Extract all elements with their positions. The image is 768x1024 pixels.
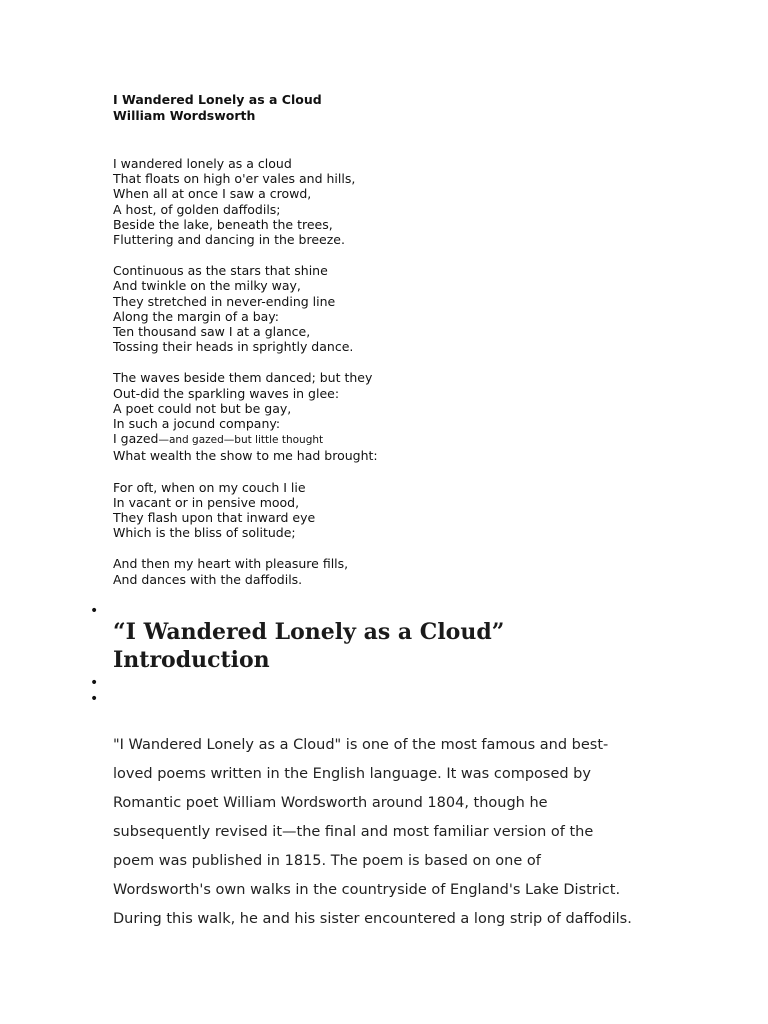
poem-line-mixed — [113, 431, 713, 448]
document-page — [113, 92, 713, 603]
stanza-5 — [113, 556, 713, 586]
poem-line: For oft, when on my couch I lie — [113, 479, 306, 495]
poem-header — [113, 92, 713, 124]
bullet-icon: • — [90, 691, 99, 707]
poem-line: And dances with the daffodils. — [113, 571, 303, 587]
stanza-1 — [113, 156, 713, 247]
intro-paragraph — [113, 731, 673, 934]
poem-line: Out-did the sparkling waves in glee: — [113, 385, 340, 401]
poem-line: The waves beside them danced; but they — [113, 370, 373, 386]
bullet-icon: • — [90, 675, 99, 691]
poem-line: That floats on high o'er vales and hills, — [113, 171, 356, 187]
poem-author: William Wordsworth — [113, 108, 256, 123]
intro-heading — [113, 618, 613, 674]
poem-line: Continuous as the stars that shine — [113, 263, 328, 279]
poem-line: Which is the bliss of solitude; — [113, 525, 296, 541]
poem-line: I wandered lonely as a cloud — [113, 156, 292, 171]
poem-line: Along the margin of a bay: — [113, 308, 279, 324]
stanza-4 — [113, 480, 713, 541]
poem-line: Fluttering and dancing in the breeze. — [113, 232, 345, 248]
poem-line: When all at once I saw a crowd, — [113, 186, 312, 202]
intro-line: poem was published in 1815. The poem is based on one of — [113, 853, 541, 869]
intro-line: loved poems written in the English language. It was composed by — [113, 766, 591, 782]
intro-line: subsequently revised it—the final and most familiar version of the — [113, 824, 594, 840]
poem-line: A poet could not but be gay, — [113, 400, 292, 416]
intro-line: During this walk, he and his sister encountered a long strip of daffodils. — [113, 911, 632, 927]
poem-body — [113, 156, 713, 587]
poem-line: In such a jocund company: — [113, 416, 281, 432]
poem-line: Ten thousand saw I at a glance, — [113, 324, 311, 340]
stanza-3 — [113, 370, 713, 463]
intro-line: Wordsworth's own walks in the countryside of England's Lake District. — [113, 882, 621, 898]
poem-title: I Wandered Lonely as a Cloud — [113, 92, 322, 107]
intro-heading-line: “I Wandered Lonely as a Cloud” — [113, 619, 505, 645]
poem-line-part-small: —and gazed—but little thought — [158, 434, 324, 447]
poem-line: What wealth the show to me had brought: — [113, 448, 378, 464]
poem-line: Tossing their heads in sprightly dance. — [113, 339, 354, 355]
poem-line: And then my heart with pleasure fills, — [113, 556, 349, 572]
poem-line: In vacant or in pensive mood, — [113, 494, 300, 510]
intro-line: "I Wandered Lonely as a Cloud" is one of the most famous and best- — [113, 737, 609, 753]
poem-line: They flash upon that inward eye — [113, 510, 316, 526]
poem-line-part: I gazed — [113, 431, 159, 447]
intro-line: Romantic poet William Wordsworth around 1804, though he — [113, 795, 548, 811]
poem-line: They stretched in never-ending line — [113, 293, 336, 309]
poem-line: A host, of golden daffodils; — [113, 201, 281, 217]
poem-line: Beside the lake, beneath the trees, — [113, 216, 333, 232]
bullet-icon: • — [90, 603, 99, 619]
poem-line: And twinkle on the milky way, — [113, 278, 301, 294]
intro-heading-line: Introduction — [113, 647, 270, 673]
stanza-2 — [113, 263, 713, 354]
